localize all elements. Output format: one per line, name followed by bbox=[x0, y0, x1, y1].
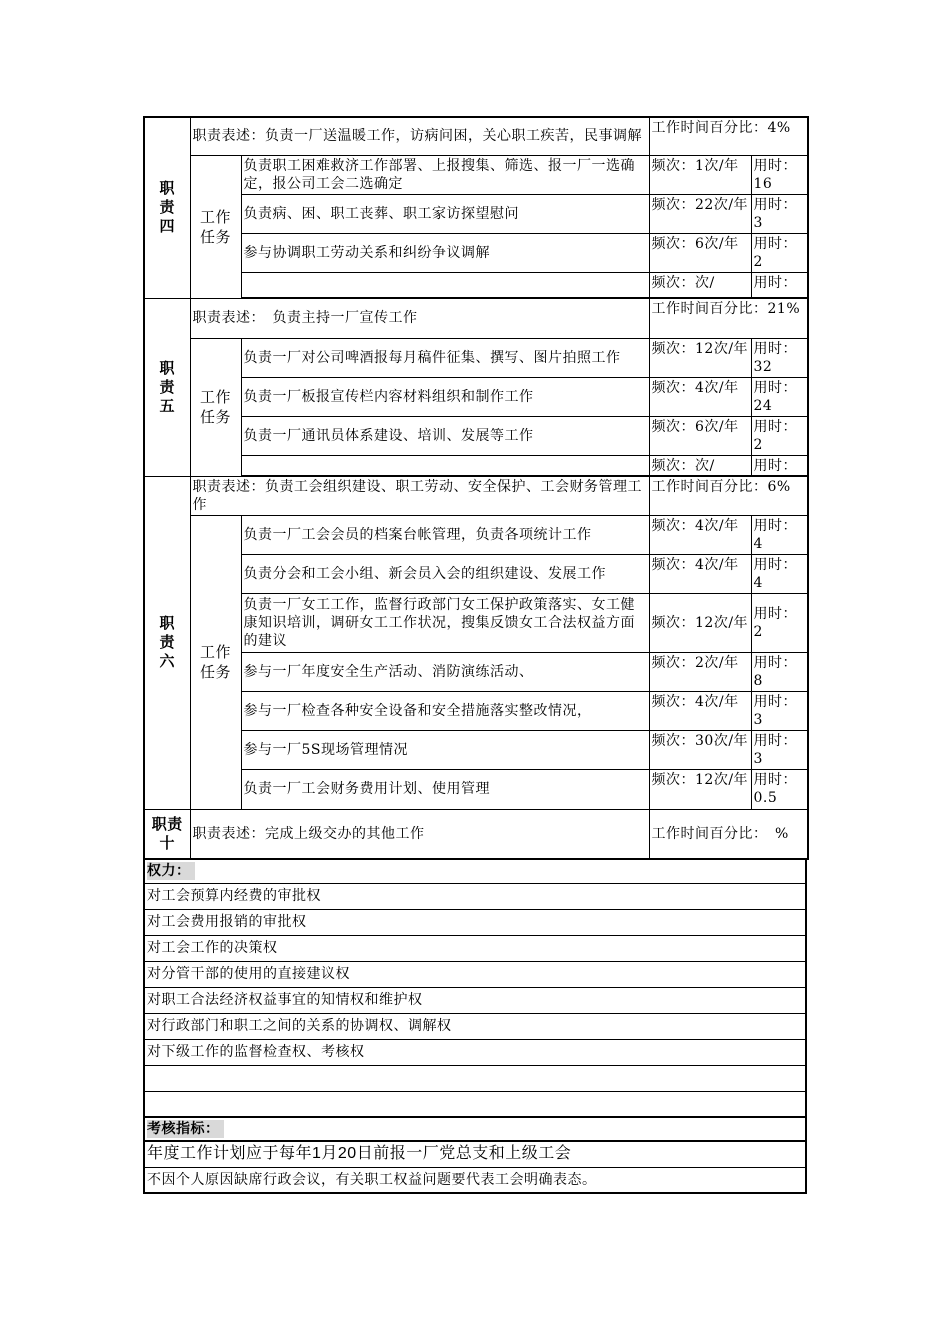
power-item-row bbox=[144, 909, 806, 935]
duty5-task-2-freq: 频次：4次/年 bbox=[649, 377, 751, 416]
duty6-task-5-hours: 用时：3 bbox=[751, 691, 808, 730]
duty10-summary: 职责表述：完成上级交办的其他工作 bbox=[190, 809, 649, 859]
duty4-time-percent: 工作时间百分比：4% bbox=[649, 117, 808, 155]
duty4-task-4-desc bbox=[241, 272, 649, 297]
duty4-task-2-desc: 负责病、困、职工丧葬、职工家访探望慰问 bbox=[241, 194, 649, 233]
duty4-task-3-hours: 用时：2 bbox=[751, 233, 808, 272]
duty4-task-2-freq: 频次：22次/年 bbox=[649, 194, 751, 233]
kpi-item-row bbox=[144, 1167, 806, 1193]
duty6-task-2-freq: 频次：4次/年 bbox=[649, 554, 751, 593]
duty4-task-3-desc: 参与协调职工劳动关系和纠纷争议调解 bbox=[241, 233, 649, 272]
duty6-task-6-freq: 频次：30次/年 bbox=[649, 730, 751, 769]
kpi-item-row bbox=[144, 1141, 806, 1167]
duty4-task-2-hours: 用时：3 bbox=[751, 194, 808, 233]
duty6-task-6-hours: 用时：3 bbox=[751, 730, 808, 769]
duty10-time-percent: 工作时间百分比： % bbox=[649, 809, 808, 859]
duty4-task-label: 工作 任务 bbox=[190, 155, 241, 298]
duty4-task-4-hours: 用时： bbox=[751, 272, 808, 297]
power-item-6: 对行政部门和职工之间的关系的协调权、调解权 bbox=[144, 1013, 806, 1039]
duty5-task-1-freq: 频次：12次/年 bbox=[649, 338, 751, 377]
duty6-task-row bbox=[144, 769, 808, 809]
duty6-task-5-desc: 参与一厂检查各种安全设备和安全措施落实整改情况， bbox=[241, 691, 649, 730]
duty6-task-1-hours: 用时：4 bbox=[751, 515, 808, 554]
kpi-item-2: 不因个人原因缺席行政会议，有关职工权益问题要代表工会明确表态。 bbox=[144, 1167, 806, 1193]
duty6-task-label: 工作 任务 bbox=[190, 515, 241, 809]
duty5-task-1-hours: 用时：32 bbox=[751, 338, 808, 377]
duty5-task-1-desc: 负责一厂对公司啤酒报每月稿件征集、撰写、图片拍照工作 bbox=[241, 338, 649, 377]
duty4-name: 职 责 四 bbox=[144, 117, 190, 298]
duty5-task-4-desc bbox=[241, 455, 649, 475]
duty6-task-4-freq: 频次：2次/年 bbox=[649, 652, 751, 691]
duty6-task-row bbox=[144, 554, 808, 593]
duty5-summary: 职责表述： 负责主持一厂宣传工作 bbox=[190, 298, 649, 338]
duty4-task-1-desc: 负责职工困难救济工作部署、上报搜集、筛选、报一厂一选确定，报公司工会二选确定 bbox=[241, 155, 649, 194]
power-item-5: 对职工合法经济权益事宜的知情权和维护权 bbox=[144, 987, 806, 1013]
duty4-task-1-hours: 用时：16 bbox=[751, 155, 808, 194]
duty6-task-2-desc: 负责分会和工会小组、新会员入会的组织建设、发展工作 bbox=[241, 554, 649, 593]
duty6-task-6-desc: 参与一厂5S现场管理情况 bbox=[241, 730, 649, 769]
duty4-task-row bbox=[144, 155, 808, 194]
duty4-summary: 职责表述：负责一厂送温暖工作，访病问困，关心职工疾苦，民事调解 bbox=[190, 117, 649, 155]
duty6-task-row bbox=[144, 652, 808, 691]
power-item-row bbox=[144, 883, 806, 909]
power-item-7: 对下级工作的监督检查权、考核权 bbox=[144, 1039, 806, 1065]
kpi-item-1: 年度工作计划应于每年1月20日前报一厂党总支和上级工会 bbox=[144, 1141, 806, 1167]
duty6-task-7-desc: 负责一厂工会财务费用计划、使用管理 bbox=[241, 769, 649, 809]
duty6-task-3-hours: 用时：2 bbox=[751, 593, 808, 652]
duty6-task-4-hours: 用时：8 bbox=[751, 652, 808, 691]
power-item-2: 对工会费用报销的审批权 bbox=[144, 909, 806, 935]
kpi-header-row bbox=[144, 1117, 806, 1141]
duty5-task-4-freq: 频次：次/ bbox=[649, 455, 751, 475]
job-description-page bbox=[143, 116, 807, 1194]
duty5-task-3-desc: 负责一厂通讯员体系建设、培训、发展等工作 bbox=[241, 416, 649, 455]
duty5-task-row bbox=[144, 416, 808, 455]
duty10-row bbox=[144, 809, 808, 859]
duty6-task-row bbox=[144, 515, 808, 554]
powers-table bbox=[143, 858, 807, 1118]
power-item-row bbox=[144, 961, 806, 987]
duty5-task-row bbox=[144, 455, 808, 475]
power-item-row bbox=[144, 1065, 806, 1091]
duty6-task-3-desc: 负责一厂女工工作，监督行政部门女工保护政策落实、女工健康知识培训，调研女工工作状况，搜集反馈女工合法权益方面的建议 bbox=[241, 593, 649, 652]
duty4-task-row bbox=[144, 272, 808, 297]
duties-table bbox=[143, 116, 809, 860]
duty6-task-row bbox=[144, 691, 808, 730]
duty5-time-percent: 工作时间百分比：21% bbox=[649, 298, 808, 338]
power-item-row bbox=[144, 987, 806, 1013]
duty5-task-2-hours: 用时：24 bbox=[751, 377, 808, 416]
power-item-3: 对工会工作的决策权 bbox=[144, 935, 806, 961]
duty4-task-1-freq: 频次：1次/年 bbox=[649, 155, 751, 194]
power-item-row bbox=[144, 1039, 806, 1065]
duty6-name: 职 责 六 bbox=[144, 476, 190, 809]
duty5-task-label: 工作 任务 bbox=[190, 338, 241, 476]
duty4-task-4-freq: 频次：次/ bbox=[649, 272, 751, 297]
kpi-table bbox=[143, 1116, 807, 1194]
duty6-summary: 职责表述：负责工会组织建设、职工劳动、安全保护、工会财务管理工作 bbox=[190, 476, 649, 515]
duty6-task-1-freq: 频次：4次/年 bbox=[649, 515, 751, 554]
duty5-task-row bbox=[144, 377, 808, 416]
powers-header: 权力： bbox=[147, 862, 195, 880]
power-item-4: 对分管干部的使用的直接建议权 bbox=[144, 961, 806, 987]
duty4-summary-row bbox=[144, 117, 808, 155]
duty6-task-7-hours: 用时：0.5 bbox=[751, 769, 808, 809]
duty6-task-row bbox=[144, 593, 808, 652]
duty5-name: 职 责 五 bbox=[144, 298, 190, 476]
power-item-8 bbox=[144, 1065, 806, 1091]
kpi-header: 考核指标： bbox=[147, 1120, 224, 1138]
duty6-task-1-desc: 负责一厂工会会员的档案台帐管理，负责各项统计工作 bbox=[241, 515, 649, 554]
duty5-task-2-desc: 负责一厂板报宣传栏内容材料组织和制作工作 bbox=[241, 377, 649, 416]
duty6-task-7-freq: 频次：12次/年 bbox=[649, 769, 751, 809]
duty4-task-3-freq: 频次：6次/年 bbox=[649, 233, 751, 272]
duty5-task-3-freq: 频次：6次/年 bbox=[649, 416, 751, 455]
duty5-summary-row bbox=[144, 298, 808, 338]
power-item-9 bbox=[144, 1091, 806, 1117]
duty6-task-2-hours: 用时：4 bbox=[751, 554, 808, 593]
duty6-task-5-freq: 频次：4次/年 bbox=[649, 691, 751, 730]
duty5-task-4-hours: 用时： bbox=[751, 455, 808, 475]
duty5-task-row bbox=[144, 338, 808, 377]
duty6-task-row bbox=[144, 730, 808, 769]
powers-header-row bbox=[144, 859, 806, 883]
duty6-task-3-freq: 频次：12次/年 bbox=[649, 593, 751, 652]
power-item-row bbox=[144, 1091, 806, 1117]
duty4-task-row bbox=[144, 194, 808, 233]
duty6-summary-row bbox=[144, 476, 808, 515]
duty10-name: 职责 十 bbox=[144, 809, 190, 859]
duty4-task-row bbox=[144, 233, 808, 272]
power-item-1: 对工会预算内经费的审批权 bbox=[144, 883, 806, 909]
duty6-time-percent: 工作时间百分比：6% bbox=[649, 476, 808, 515]
duty5-task-3-hours: 用时：2 bbox=[751, 416, 808, 455]
duty6-task-4-desc: 参与一厂年度安全生产活动、消防演练活动、 bbox=[241, 652, 649, 691]
power-item-row bbox=[144, 1013, 806, 1039]
power-item-row bbox=[144, 935, 806, 961]
